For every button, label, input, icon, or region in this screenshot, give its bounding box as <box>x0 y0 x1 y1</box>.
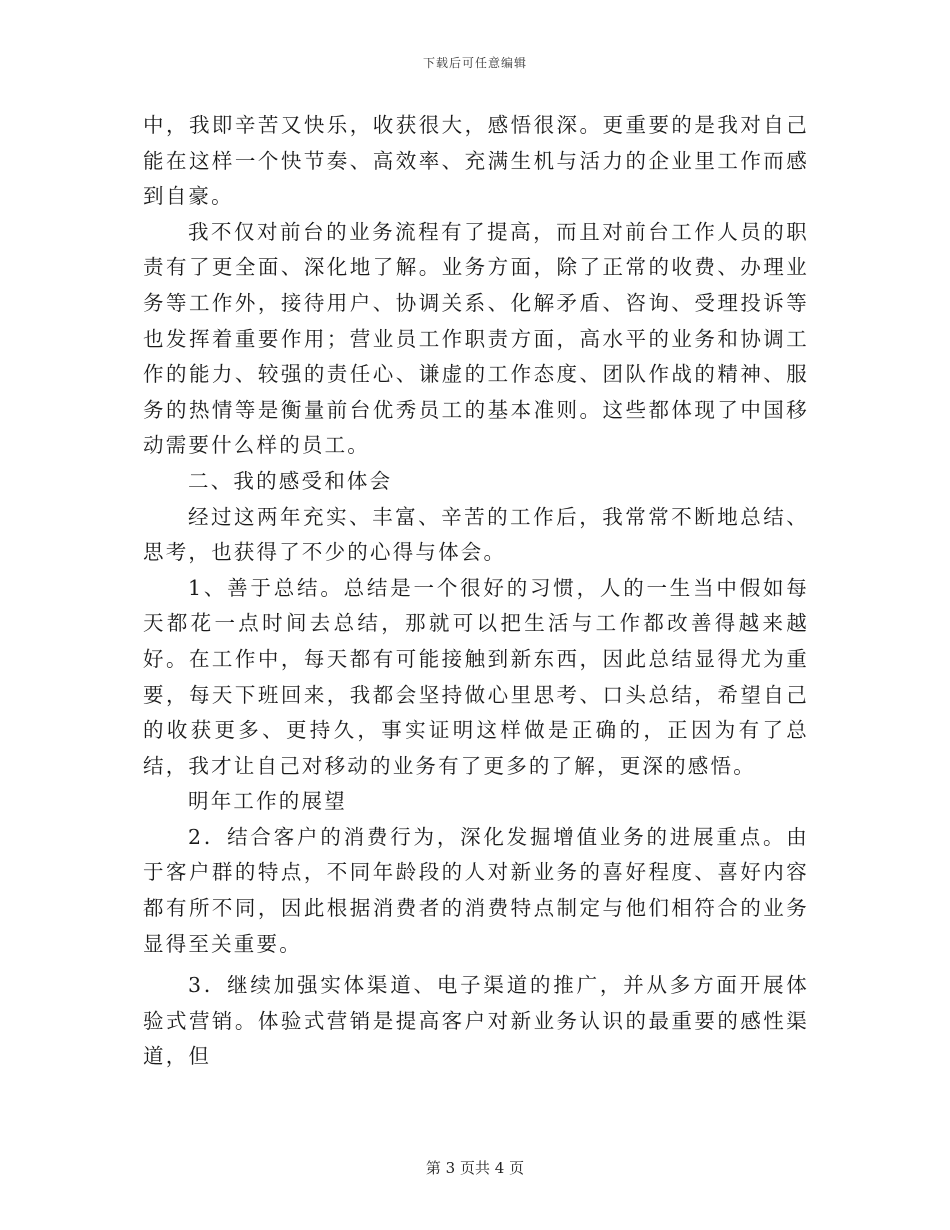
paragraph-point-3: 3．继续加强实体渠道、电子渠道的推广，并从多方面开展体验式营销。体验式营销是提高客户对新业务认识的最重要的感性渠道，但 <box>143 973 809 1069</box>
page-number: 第 3 页共 4 页 <box>425 1159 525 1177</box>
paragraph-continued: 中，我即辛苦又快乐，收获很大，感悟很深。更重要的是我对自己能在这样一个快节奏、高效率、充满生机与活力的企业里工作而感到自豪。 <box>143 113 809 209</box>
paragraph-front-desk-duties: 我不仅对前台的业务流程有了提高，而且对前台工作人员的职责有了更全面、深化地了解。业务方面，除了正常的收费、办理业务等工作外，接待用户、协调关系、化解矛盾、咨询、受理投诉等也发挥着重要作用；营业员工作职责方面，高水平的业务和协调工作的能力、较强的责任心、谦虚的工作态度、团队作战的精神、服务的热情等是衡量前台优秀员工的基本准则。这些都体现了中国移动需要什么样的员工。 <box>143 219 809 458</box>
page-header: 下载后可任意编辑 <box>422 56 527 70</box>
section-heading-feelings: 二、我的感受和体会 <box>188 468 393 493</box>
document-body <box>143 108 809 1075</box>
section-heading-outlook: 明年工作的展望 <box>188 789 347 814</box>
paragraph-reflection: 经过这两年充实、丰富、辛苦的工作后，我常常不断地总结、思考，也获得了不少的心得与体会。 <box>143 504 809 565</box>
paragraph-point-1: 1、善于总结。总结是一个很好的习惯，人的一生当中假如每天都花一点时间去总结，那就可以把生活与工作都改善得越来越好。在工作中，每天都有可能接触到新东西，因此总结显得尤为重要，每天下班回来，我都会坚持做心里思考、口头总结，希望自己的收获更多、更持久，事实证明这样做是正确的，正因为有了总结，我才让自己对移动的业务有了更多的了解，更深的感悟。 <box>143 575 809 778</box>
paragraph-point-2: 2．结合客户的消费行为，深化发掘增值业务的进展重点。由于客户群的特点，不同年龄段的人对新业务的喜好程度、喜好内容都有所不同，因此根据消费者的消费特点制定与他们相符合的业务显得至关重要。 <box>143 824 809 956</box>
